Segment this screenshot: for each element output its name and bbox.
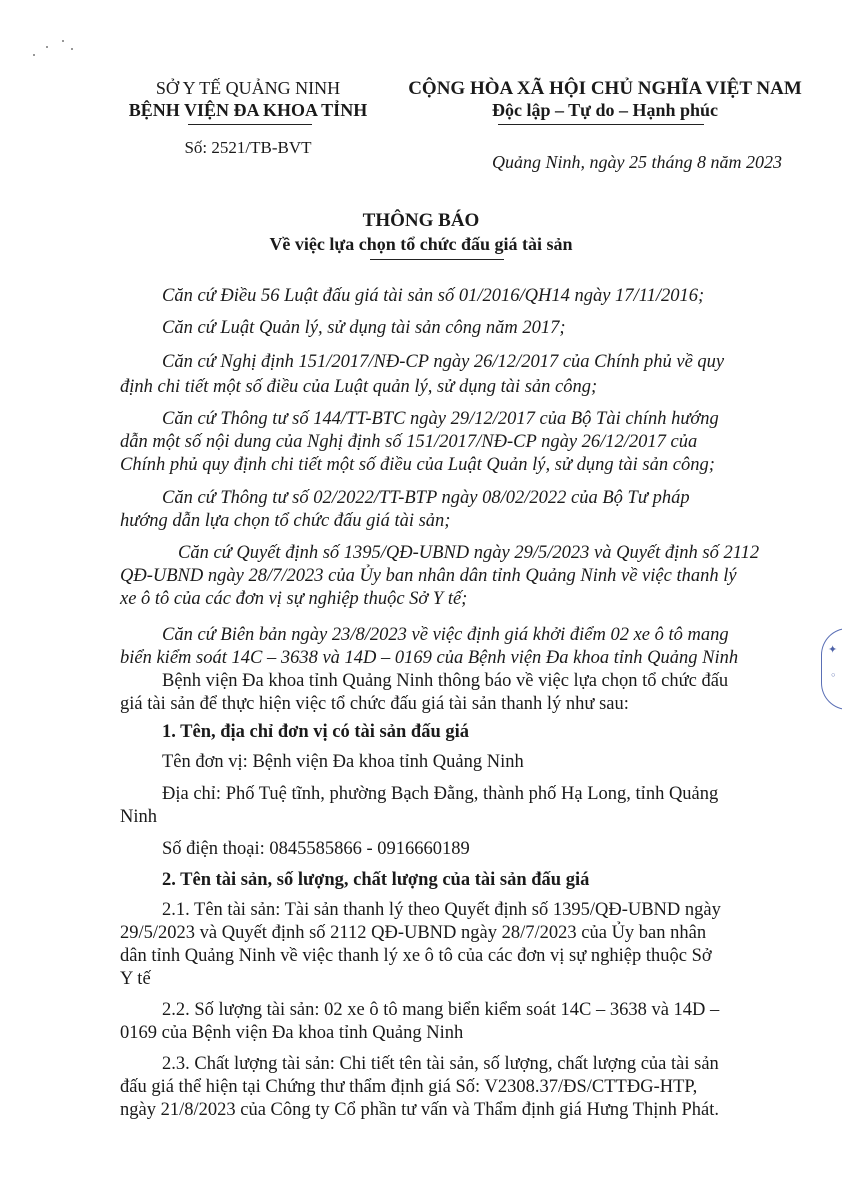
- basis-line: dẫn một số nội dung của Nghị định số 151/2017/NĐ-CP ngày 26/12/2017 của: [120, 432, 698, 452]
- unit-address-cont: Ninh: [120, 807, 157, 827]
- document-subtitle: Về việc lựa chọn tổ chức đấu giá tài sản: [269, 234, 573, 254]
- item-2-2: 2.2. Số lượng tài sản: 02 xe ô tô mang biển kiểm soát 14C – 3638 và 14D –: [162, 1000, 720, 1020]
- unit-name: Tên đơn vị: Bệnh viện Đa khoa tỉnh Quảng Ninh: [162, 752, 524, 772]
- basis-line: Căn cứ Nghị định 151/2017/NĐ-CP ngày 26/12/2017 của Chính phủ về quy: [162, 352, 725, 372]
- subtitle-underline: [370, 259, 504, 260]
- basis-line: Căn cứ Thông tư số 02/2022/TT-BTP ngày 08/02/2022 của Bộ Tư pháp: [162, 488, 690, 508]
- basis-line: Chính phủ quy định chi tiết một số điều của Luật Quản lý, sử dụng tài sản công;: [120, 455, 715, 475]
- document-date: Quảng Ninh, ngày 25 tháng 8 năm 2023: [492, 152, 782, 172]
- item-2-3-cont: ngày 21/8/2023 của Công ty Cổ phần tư vấn và Thẩm định giá Hưng Thịnh Phát.: [120, 1100, 719, 1120]
- header-country: CỘNG HÒA XÃ HỘI CHỦ NGHĨA VIỆT NAM: [408, 78, 802, 99]
- unit-address: Địa chỉ: Phố Tuệ tĩnh, phường Bạch Đằng, thành phố Hạ Long, tỉnh Quảng: [162, 784, 719, 804]
- document-title: THÔNG BÁO: [362, 210, 480, 231]
- item-2-1: 2.1. Tên tài sản: Tài sản thanh lý theo Quyết định số 1395/QĐ-UBND ngày: [162, 900, 721, 920]
- item-2-2-cont: 0169 của Bệnh viện Đa khoa tỉnh Quảng Ninh: [120, 1023, 464, 1043]
- item-2-1-cont: Y tế: [120, 969, 151, 989]
- intro-line: giá tài sản để thực hiện việc tổ chức đấu giá tài sản thanh lý như sau:: [120, 694, 629, 714]
- motto-underline: [498, 124, 704, 125]
- header-dept: SỞ Y TẾ QUẢNG NINH: [155, 78, 341, 98]
- basis-line: Căn cứ Luật Quản lý, sử dụng tài sản công năm 2017;: [162, 318, 566, 338]
- basis-line: Căn cứ Điều 56 Luật đấu giá tài sản số 01/2016/QH14 ngày 17/11/2016;: [162, 286, 705, 306]
- basis-line: hướng dẫn lựa chọn tổ chức đấu giá tài sản;: [120, 511, 451, 531]
- intro-line: Bệnh viện Đa khoa tỉnh Quảng Ninh thông báo về việc lựa chọn tổ chức đấu: [162, 671, 729, 691]
- basis-line: QĐ-UBND ngày 28/7/2023 của Ủy ban nhân dân tỉnh Quảng Ninh về việc thanh lý: [120, 566, 737, 586]
- item-2-3-cont: đấu giá thể hiện tại Chứng thư thẩm định giá Số: V2308.37/ĐS/CTTĐG-HTP,: [120, 1077, 698, 1097]
- basis-line: định chi tiết một số điều của Luật quản lý, sử dụng tài sản công;: [120, 377, 598, 397]
- document-number: Số: 2521/TB-BVT: [184, 138, 312, 157]
- seal-stamp-edge: ✦ ◦: [821, 628, 842, 710]
- basis-line: Căn cứ Quyết định số 1395/QĐ-UBND ngày 29/5/2023 và Quyết định số 2112: [178, 543, 760, 563]
- item-2-1-cont: dân tỉnh Quảng Ninh về việc thanh lý xe ô tô của các đơn vị sự nghiệp thuộc Sở: [120, 946, 712, 966]
- scan-speck: [46, 46, 48, 48]
- unit-phone: Số điện thoại: 0845585866 - 0916660189: [162, 839, 470, 859]
- basis-line: Căn cứ Thông tư số 144/TT-BTC ngày 29/12/2017 của Bộ Tài chính hướng: [162, 409, 719, 429]
- scan-speck: [71, 48, 73, 50]
- basis-line: xe ô tô của các đơn vị sự nghiệp thuộc Sở Y tế;: [120, 589, 468, 609]
- hospital-underline: [188, 124, 312, 125]
- header-motto: Độc lập – Tự do – Hạnh phúc: [491, 100, 719, 120]
- basis-line: biển kiểm soát 14C – 3638 và 14D – 0169 của Bệnh viện Đa khoa tỉnh Quảng Ninh: [120, 648, 739, 668]
- item-2-1-cont: 29/5/2023 và Quyết định số 2112 QĐ-UBND ngày 28/7/2023 của Ủy ban nhân: [120, 923, 707, 943]
- header-hospital: BỆNH VIỆN ĐA KHOA TỈNH: [128, 100, 368, 120]
- section-2-heading: 2. Tên tài sản, số lượng, chất lượng của tài sản đấu giá: [162, 870, 590, 890]
- scan-speck: [33, 54, 35, 56]
- scan-speck: [62, 40, 64, 42]
- basis-line: Căn cứ Biên bản ngày 23/8/2023 về việc định giá khởi điểm 02 xe ô tô mang: [162, 625, 729, 645]
- section-1-heading: 1. Tên, địa chỉ đơn vị có tài sản đấu giá: [162, 722, 470, 742]
- item-2-3: 2.3. Chất lượng tài sản: Chi tiết tên tài sản, số lượng, chất lượng của tài sản: [162, 1054, 719, 1074]
